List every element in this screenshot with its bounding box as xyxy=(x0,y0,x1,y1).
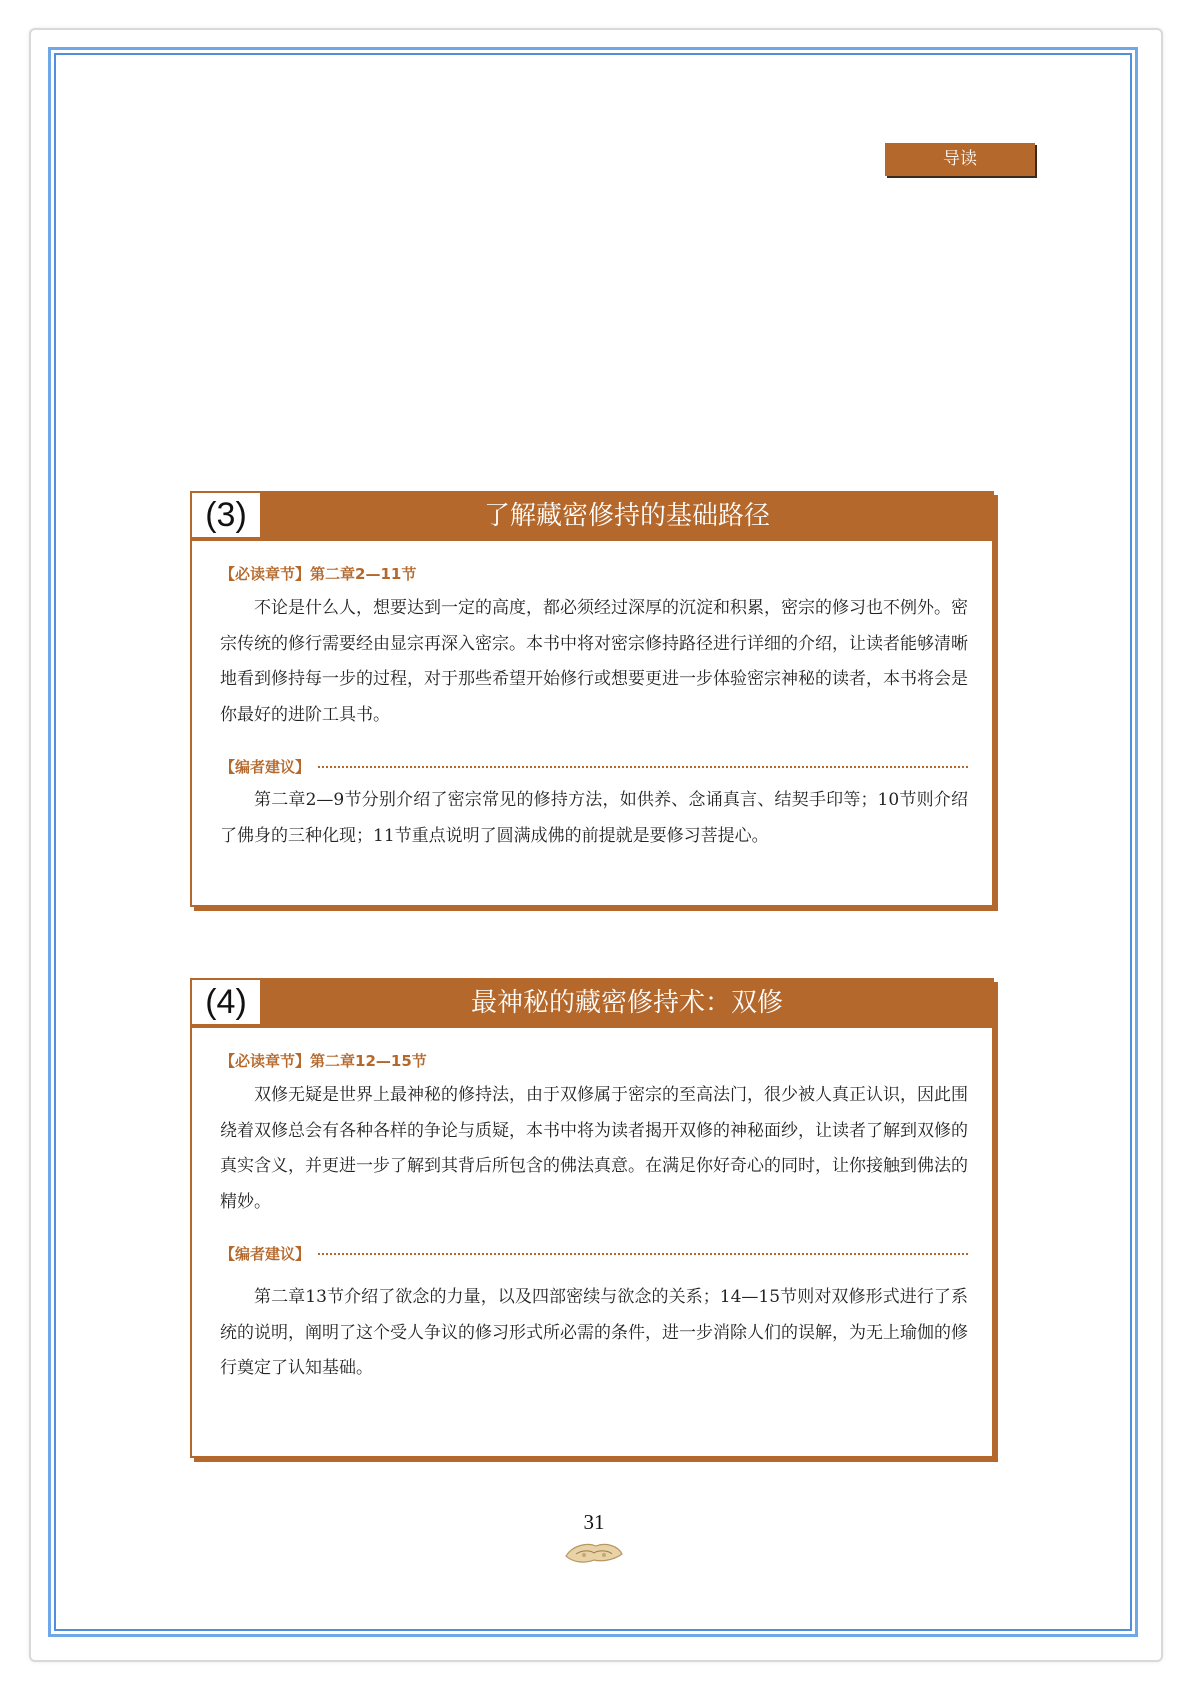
advice-label: 【编者建议】 xyxy=(220,1244,311,1263)
conch-shell-icon xyxy=(562,1538,626,1566)
dotted-divider xyxy=(318,1253,968,1255)
section-number: (4) xyxy=(190,978,262,1026)
section-body: 双修无疑是世界上最神秘的修持法，由于双修属于密宗的至高法门，很少被人真正认识，因此围绕着双修总会有各种各样的争论与质疑，本书中将为读者揭开双修的神秘面纱，让读者了解到双修的真实含义，并更进一步了解到其背后所包含的佛法真意。在满足你好奇心的同时，让你接触到佛法的精妙。 xyxy=(220,1085,968,1212)
page-number: 31 xyxy=(583,1510,605,1534)
required-chapters xyxy=(220,1050,427,1071)
section-4 xyxy=(190,978,994,1458)
section-body: 不论是什么人，想要达到一定的高度，都必须经过深厚的沉淀和积累，密宗的修习也不例外。密宗传统的修行需要经由显宗再深入密宗。本书中将对密宗修持路径进行详细的介绍，让读者能够清晰地看到修持每一步的过程，对于那些希望开始修行或想要更进一步体验密宗神秘的读者，本书将会是你最好的进阶工具书。 xyxy=(220,598,968,725)
required-value: 第二章12—15节 xyxy=(310,1052,427,1070)
editor-advice-heading xyxy=(220,755,968,777)
section-header xyxy=(190,978,994,1028)
editor-advice-heading xyxy=(220,1242,968,1264)
advice-body: 第二章2—9节分别介绍了密宗常见的修持方法，如供养、念诵真言、结契手印等；10节则介绍了佛身的三种化现；11节重点说明了圆满成佛的前提就是要修习菩提心。 xyxy=(220,790,968,846)
advice-label: 【编者建议】 xyxy=(220,757,311,776)
required-value: 第二章2—11节 xyxy=(310,565,417,583)
section-number: (3) xyxy=(190,491,262,539)
required-label: 【必读章节】 xyxy=(220,565,311,583)
advice-body: 第二章13节介绍了欲念的力量，以及四部密续与欲念的关系；14—15节则对双修形式进行了系统的说明，阐明了这个受人争议的修习形式所必需的条件，进一步消除人们的误解，为无上瑜伽的修行奠定了认知基础。 xyxy=(220,1287,968,1378)
section-title: 了解藏密修持的基础路径 xyxy=(483,501,770,531)
section-header xyxy=(190,491,994,541)
required-chapters xyxy=(220,563,416,584)
dotted-divider xyxy=(318,766,968,768)
section-title: 最神秘的藏密修持术：双修 xyxy=(470,988,783,1018)
chapter-tag: 导读 xyxy=(885,143,1035,176)
section-3 xyxy=(190,491,994,907)
required-label: 【必读章节】 xyxy=(220,1052,311,1070)
